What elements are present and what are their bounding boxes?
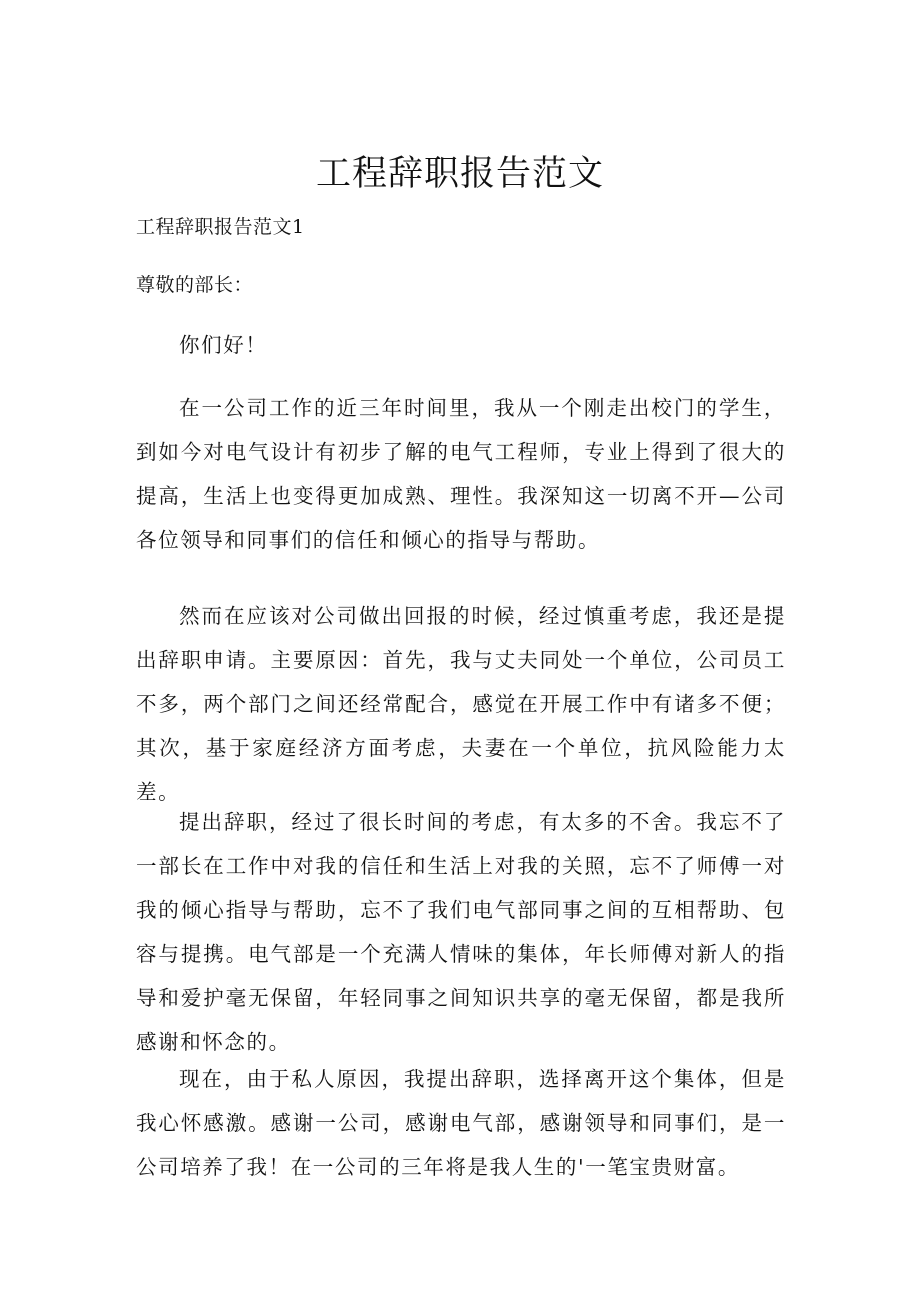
document-title: 工程辞职报告范文 xyxy=(315,154,604,194)
body-paragraph: 提出辞职，经过了很长时间的考虑，有太多的不舍。我忘不了一部长在工作中对我的信任和生活上对我的关照，忘不了师傅一对我的倾心指导与帮助，忘不了我们电气部同事之间的互相帮助、包容与提携。电气部是一个充满人情味的集体，年长师傅对新人的指导和爱护毫无保留，年轻同事之间知识共享的毫无保留，都是我所感谢和怀念的。 xyxy=(136,810,786,1054)
greeting-paragraph: 你们好！ xyxy=(179,333,268,357)
salutation: 尊敬的部长： xyxy=(136,274,254,296)
body-paragraph: 然而在应该对公司做出回报的时候，经过慎重考虑，我还是提出辞职申请。主要原因：首先，我与丈夫同处一个单位，公司员工不多，两个部门之间还经常配合，感觉在开展工作中有诸多不便；其次，基于家庭经济方面考虑，夫妻在一个单位，抗风险能力太差。 xyxy=(136,604,786,804)
document-subtitle: 工程辞职报告范文1 xyxy=(136,216,305,238)
body-paragraph: 在一公司工作的近三年时间里，我从一个刚走出校门的学生，到如今对电气设计有初步了解的电气工程师，专业上得到了很大的提高，生活上也变得更加成熟、理性。我深知这一切离不开—公司各位领导和同事们的信任和倾心的指导与帮助。 xyxy=(136,396,786,552)
body-paragraph: 现在，由于私人原因，我提出辞职，选择离开这个集体，但是我心怀感激。感谢一公司，感谢电气部，感谢领导和同事们，是一公司培养了我！在一公司的三年将是我人生的'一笔宝贵财富。 xyxy=(136,1067,786,1179)
